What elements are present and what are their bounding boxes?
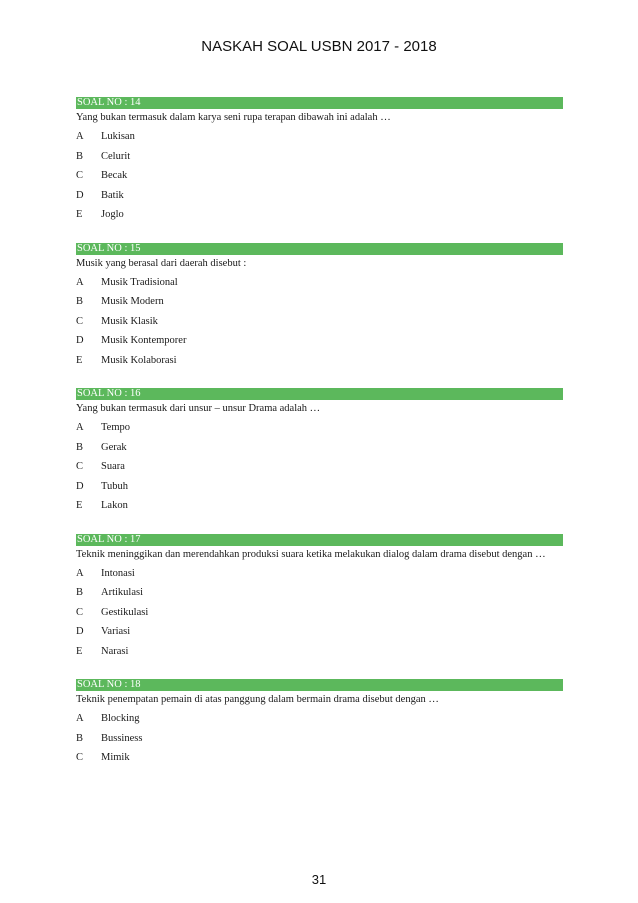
question-number-label: SOAL NO : 16 [76,388,563,400]
option-row [76,316,563,336]
option-letter: E [76,500,83,511]
option-letter: A [76,422,84,433]
question-block [76,97,563,229]
option-row [76,131,563,151]
option-text: Mimik [101,752,130,763]
page-number: 31 [311,872,327,887]
option-row [76,461,563,481]
option-letter: D [76,626,84,637]
option-letter: C [76,170,84,181]
option-letter: D [76,480,84,492]
option-text: Becak [101,170,128,181]
option-letter: A [76,131,84,142]
option-row [76,733,563,753]
option-row [76,170,563,190]
question-text: Teknik penempatan pemain di atas panggung dalam bermain drama disebut dengan … [76,694,439,705]
question-number-label: SOAL NO : 17 [76,534,563,546]
option-letter: B [76,296,84,307]
option-letter: A [76,567,84,579]
option-letter: E [76,645,83,657]
option-letter: E [76,354,83,366]
question-text: Yang bukan termasuk dalam karya seni rupa terapan dibawah ini adalah … [76,112,391,123]
option-text: Gerak [101,441,127,453]
option-list [76,713,563,772]
option-row [76,335,563,355]
option-letter: B [76,732,84,744]
option-list [76,131,563,229]
option-text: Joglo [101,209,124,220]
question-list [76,97,563,786]
question-text: Musik yang berasal dari daerah disebut : [76,257,247,269]
option-text: Lukisan [101,131,135,142]
option-letter: C [76,752,84,763]
option-text: Variasi [101,626,131,637]
option-letter: B [76,150,84,162]
option-row [76,190,563,210]
option-text: Tempo [101,422,131,433]
option-text: Tubuh [101,480,129,492]
option-row [76,568,563,588]
option-letter: E [76,209,83,220]
option-text: Celurit [101,150,131,162]
option-text: Suara [101,461,125,472]
option-row [76,209,563,229]
option-row [76,713,563,733]
option-row [76,607,563,627]
option-row [76,296,563,316]
option-text: Narasi [101,645,129,657]
option-list [76,422,563,520]
option-row [76,355,563,375]
option-text: Musik Modern [101,296,164,307]
question-text: Yang bukan termasuk dari unsur – unsur Drama adalah … [76,403,321,414]
option-letter: C [76,606,84,618]
option-row [76,422,563,442]
option-row [76,587,563,607]
option-text: Blocking [101,713,140,724]
option-text: Musik Kontemporer [101,335,187,346]
option-text: Batik [101,189,124,201]
question-number-label: SOAL NO : 18 [76,679,563,691]
question-number-label: SOAL NO : 14 [76,97,563,109]
option-text: Intonasi [101,567,135,579]
question-block [76,534,563,666]
question-block [76,243,563,375]
option-row [76,646,563,666]
option-letter: A [76,713,84,724]
option-text: Musik Tradisional [101,276,178,288]
option-text: Musik Kolaborasi [101,354,177,366]
option-letter: D [76,189,84,201]
option-text: Musik Klasik [101,315,158,327]
option-letter: A [76,276,84,288]
option-letter: C [76,461,84,472]
option-text: Lakon [101,500,128,511]
question-block [76,388,563,520]
page-header: NASKAH SOAL USBN 2017 - 2018 [201,38,437,55]
option-row [76,151,563,171]
option-row [76,442,563,462]
option-row [76,626,563,646]
option-list [76,277,563,375]
option-row [76,277,563,297]
question-number-label: SOAL NO : 15 [76,243,563,255]
question-block [76,679,563,772]
option-text: Artikulasi [101,587,143,598]
option-text: Bussiness [101,732,143,744]
option-row [76,500,563,520]
option-row [76,481,563,501]
option-letter: B [76,587,84,598]
option-letter: C [76,315,84,327]
option-letter: D [76,335,84,346]
option-letter: B [76,441,84,453]
option-row [76,752,563,772]
option-list [76,568,563,666]
question-text: Teknik meninggikan dan merendahkan produksi suara ketika melakukan dialog dalam drama disebut dengan … [76,548,546,560]
option-text: Gestikulasi [101,606,149,618]
